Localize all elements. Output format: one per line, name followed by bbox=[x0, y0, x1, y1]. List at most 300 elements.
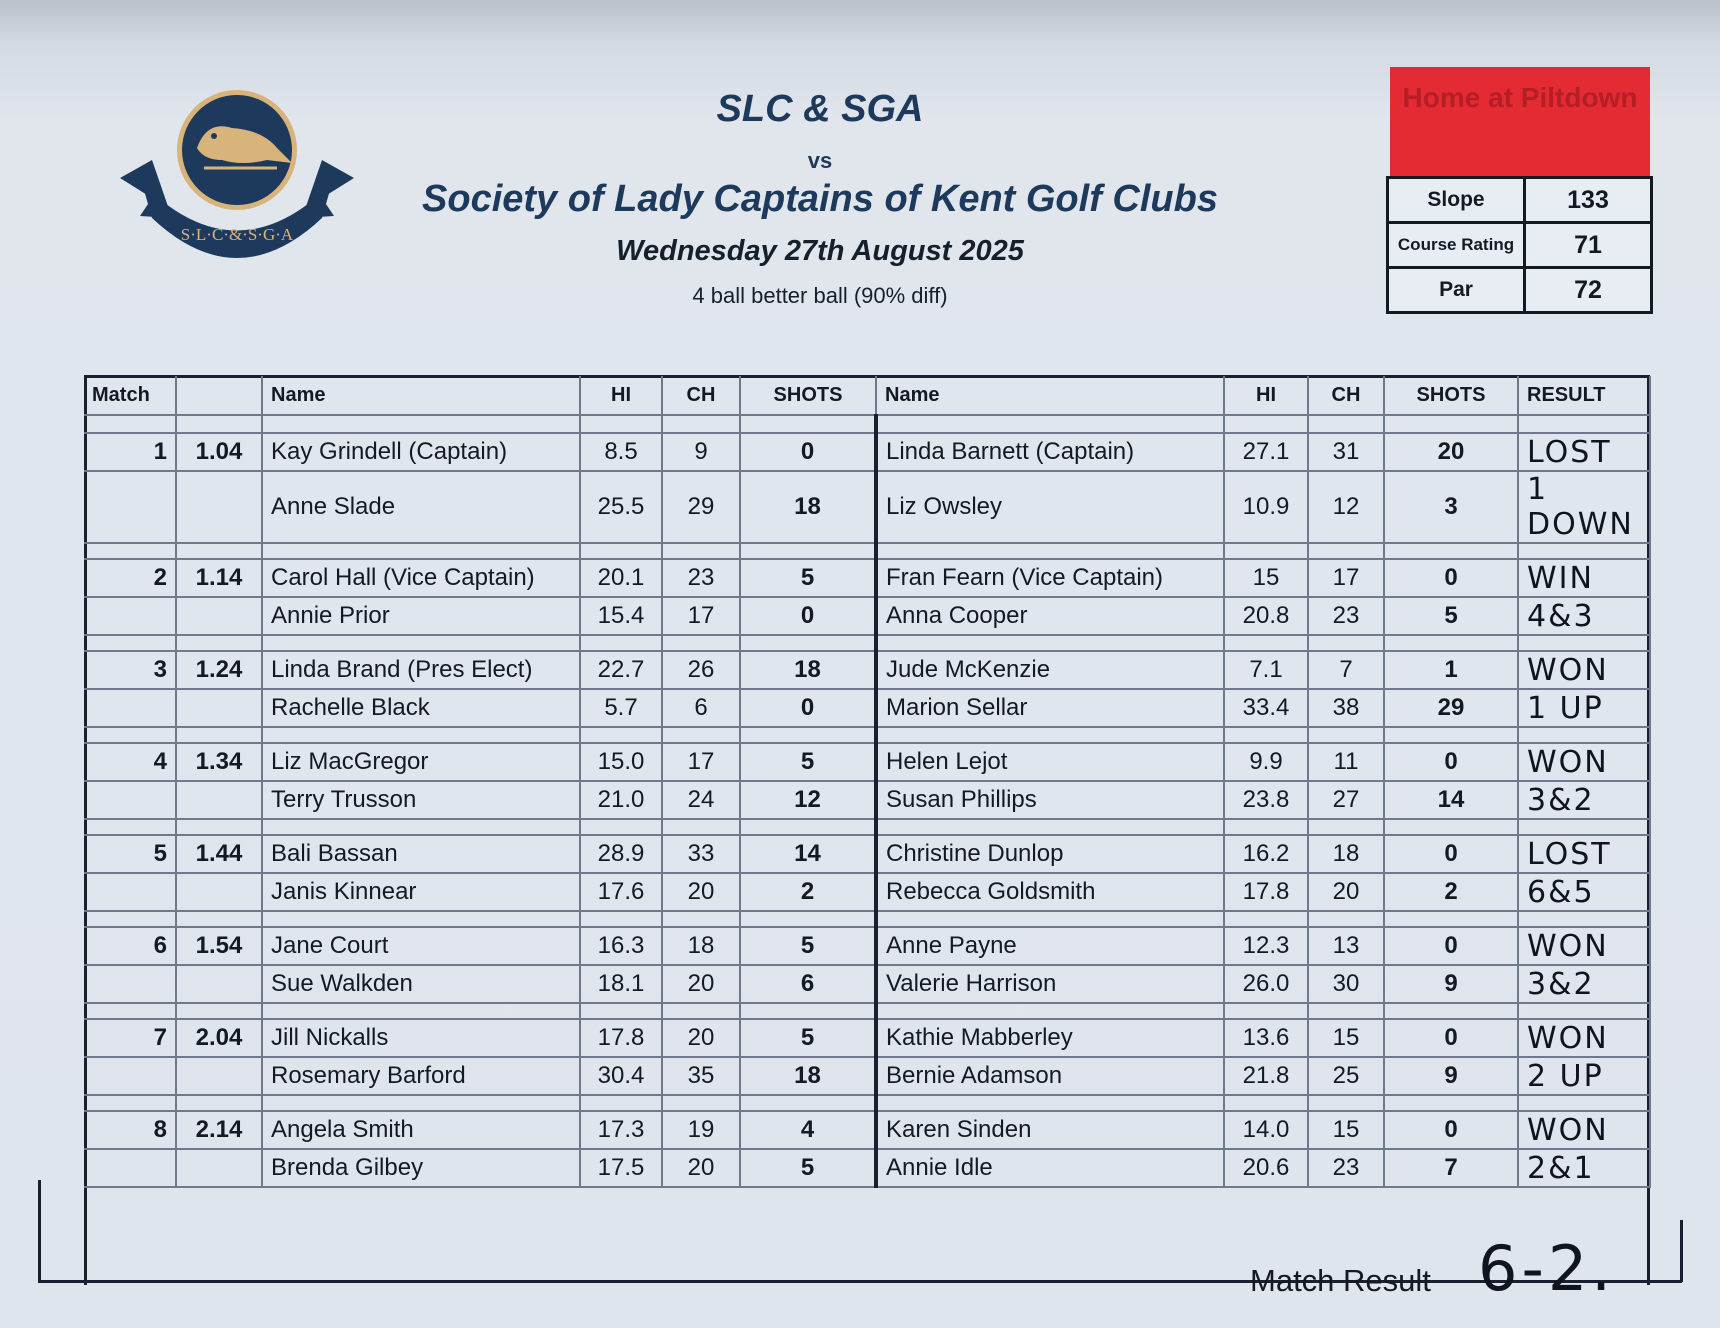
away-player-shots: 14 bbox=[1384, 781, 1518, 819]
gap-cell bbox=[580, 635, 662, 651]
par-label: Par bbox=[1388, 268, 1525, 313]
gap-cell bbox=[1308, 635, 1384, 651]
away-player-name: Karen Sinden bbox=[876, 1111, 1224, 1149]
home-player-hi: 8.5 bbox=[580, 433, 662, 471]
match-gap-row bbox=[84, 727, 1650, 743]
away-player-hi: 12.3 bbox=[1224, 927, 1308, 965]
gap-cell bbox=[176, 1095, 262, 1111]
away-player-ch: 20 bbox=[1308, 873, 1384, 911]
gap-cell bbox=[740, 1003, 876, 1019]
away-player-hi: 21.8 bbox=[1224, 1057, 1308, 1095]
match-gap-row bbox=[84, 635, 1650, 651]
tee-time: 1.24 bbox=[176, 651, 262, 689]
tee-time bbox=[176, 781, 262, 819]
gap-cell bbox=[84, 911, 176, 927]
gap-cell bbox=[1384, 543, 1518, 559]
away-player-hi: 14.0 bbox=[1224, 1111, 1308, 1149]
match-number bbox=[84, 597, 176, 635]
home-player-shots: 5 bbox=[740, 1149, 876, 1187]
home-player-name: Carol Hall (Vice Captain) bbox=[262, 559, 580, 597]
match-number bbox=[84, 471, 176, 543]
gap-cell bbox=[662, 1095, 740, 1111]
match-number: 6 bbox=[84, 927, 176, 965]
home-player-ch: 20 bbox=[662, 965, 740, 1003]
table-row bbox=[84, 927, 1650, 965]
gap-cell bbox=[740, 1095, 876, 1111]
gap-cell bbox=[1224, 635, 1308, 651]
match-result-handwritten: WON bbox=[1518, 651, 1650, 689]
home-player-hi: 21.0 bbox=[580, 781, 662, 819]
match-number: 4 bbox=[84, 743, 176, 781]
gap-cell bbox=[1224, 819, 1308, 835]
home-player-shots: 12 bbox=[740, 781, 876, 819]
gap-cell bbox=[1308, 1003, 1384, 1019]
away-player-name: Liz Owsley bbox=[876, 471, 1224, 543]
gap-cell bbox=[84, 1095, 176, 1111]
home-player-hi: 20.1 bbox=[580, 559, 662, 597]
gap-cell bbox=[580, 727, 662, 743]
gap-cell bbox=[876, 727, 1224, 743]
away-player-shots: 1 bbox=[1384, 651, 1518, 689]
away-player-ch: 12 bbox=[1308, 471, 1384, 543]
match-gap-row bbox=[84, 1003, 1650, 1019]
match-number bbox=[84, 1149, 176, 1187]
table-row bbox=[84, 471, 1650, 543]
frame-edge bbox=[1680, 1220, 1683, 1282]
match-number: 5 bbox=[84, 835, 176, 873]
home-player-hi: 22.7 bbox=[580, 651, 662, 689]
frame-edge bbox=[38, 1180, 41, 1280]
gap-cell bbox=[176, 911, 262, 927]
match-result-handwritten: 2&1 bbox=[1518, 1149, 1650, 1187]
gap-cell bbox=[262, 727, 580, 743]
home-player-ch: 17 bbox=[662, 597, 740, 635]
home-player-name: Rosemary Barford bbox=[262, 1057, 580, 1095]
away-player-name: Anne Payne bbox=[876, 927, 1224, 965]
away-player-ch: 25 bbox=[1308, 1057, 1384, 1095]
home-player-shots: 5 bbox=[740, 743, 876, 781]
away-player-hi: 20.8 bbox=[1224, 597, 1308, 635]
gap-cell bbox=[1518, 635, 1650, 651]
home-player-hi: 5.7 bbox=[580, 689, 662, 727]
gap-cell bbox=[662, 911, 740, 927]
away-player-shots: 0 bbox=[1384, 743, 1518, 781]
col-home-name: Name bbox=[262, 376, 580, 415]
away-player-ch: 17 bbox=[1308, 559, 1384, 597]
versus-label: vs bbox=[807, 148, 833, 173]
col-time bbox=[176, 376, 262, 415]
home-player-ch: 33 bbox=[662, 835, 740, 873]
tee-time: 1.54 bbox=[176, 927, 262, 965]
home-player-hi: 17.5 bbox=[580, 1149, 662, 1187]
tee-time bbox=[176, 1057, 262, 1095]
match-format: 4 ball better ball (90% diff) bbox=[692, 283, 948, 308]
col-match: Match bbox=[84, 376, 176, 415]
gap-cell bbox=[1384, 911, 1518, 927]
away-player-shots: 0 bbox=[1384, 1111, 1518, 1149]
gap-cell bbox=[1224, 1003, 1308, 1019]
away-player-ch: 15 bbox=[1308, 1019, 1384, 1057]
away-player-name: Susan Phillips bbox=[876, 781, 1224, 819]
match-result-handwritten: 3&2 bbox=[1518, 965, 1650, 1003]
gap-cell bbox=[1518, 543, 1650, 559]
gap-cell bbox=[740, 543, 876, 559]
gap-cell bbox=[1308, 543, 1384, 559]
home-player-name: Annie Prior bbox=[262, 597, 580, 635]
match-result-handwritten: LOST bbox=[1518, 433, 1650, 471]
home-player-ch: 20 bbox=[662, 1149, 740, 1187]
away-player-shots: 9 bbox=[1384, 1057, 1518, 1095]
table-row bbox=[84, 743, 1650, 781]
home-player-shots: 2 bbox=[740, 873, 876, 911]
home-player-name: Liz MacGregor bbox=[262, 743, 580, 781]
col-away-ch: CH bbox=[1308, 376, 1384, 415]
away-player-name: Rebecca Goldsmith bbox=[876, 873, 1224, 911]
home-team-title: SLC & SGA bbox=[716, 88, 924, 130]
tee-time: 1.04 bbox=[176, 433, 262, 471]
tee-time: 2.14 bbox=[176, 1111, 262, 1149]
match-number bbox=[84, 781, 176, 819]
home-player-ch: 29 bbox=[662, 471, 740, 543]
home-player-name: Rachelle Black bbox=[262, 689, 580, 727]
gap-cell bbox=[876, 1003, 1224, 1019]
home-player-ch: 26 bbox=[662, 651, 740, 689]
gap-cell bbox=[876, 543, 1224, 559]
tee-time bbox=[176, 597, 262, 635]
gap-cell bbox=[84, 819, 176, 835]
gap-cell bbox=[176, 635, 262, 651]
tee-time: 2.04 bbox=[176, 1019, 262, 1057]
away-player-shots: 0 bbox=[1384, 1019, 1518, 1057]
table-row bbox=[84, 1111, 1650, 1149]
away-player-hi: 26.0 bbox=[1224, 965, 1308, 1003]
gap-cell bbox=[580, 911, 662, 927]
gap-cell bbox=[176, 819, 262, 835]
opponent-title: Society of Lady Captains of Kent Golf Clubs bbox=[422, 178, 1218, 220]
away-player-shots: 9 bbox=[1384, 965, 1518, 1003]
spacer-row bbox=[84, 415, 1650, 433]
away-player-ch: 31 bbox=[1308, 433, 1384, 471]
col-result: RESULT bbox=[1518, 376, 1650, 415]
gap-cell bbox=[1518, 727, 1650, 743]
match-result-handwritten: 2 UP bbox=[1518, 1057, 1650, 1095]
away-player-shots: 0 bbox=[1384, 927, 1518, 965]
away-player-hi: 20.6 bbox=[1224, 1149, 1308, 1187]
course-info-table bbox=[1386, 176, 1653, 314]
match-number bbox=[84, 689, 176, 727]
home-player-ch: 6 bbox=[662, 689, 740, 727]
match-result-handwritten: LOST bbox=[1518, 835, 1650, 873]
table-row bbox=[84, 689, 1650, 727]
home-player-name: Linda Brand (Pres Elect) bbox=[262, 651, 580, 689]
away-player-ch: 23 bbox=[1308, 1149, 1384, 1187]
match-result-value: 6-2. bbox=[1478, 1232, 1615, 1305]
course-rating-label: Course Rating bbox=[1388, 223, 1525, 268]
match-result-handwritten: WON bbox=[1518, 1111, 1650, 1149]
table-row bbox=[84, 835, 1650, 873]
slope-label: Slope bbox=[1388, 178, 1525, 223]
away-player-name: Jude McKenzie bbox=[876, 651, 1224, 689]
frame-edge bbox=[38, 1280, 1682, 1283]
match-result-handwritten: 1 UP bbox=[1518, 689, 1650, 727]
gap-cell bbox=[1384, 635, 1518, 651]
gap-cell bbox=[1518, 1095, 1650, 1111]
match-number bbox=[84, 965, 176, 1003]
slope-value: 133 bbox=[1525, 178, 1652, 223]
gap-cell bbox=[580, 1003, 662, 1019]
away-player-ch: 27 bbox=[1308, 781, 1384, 819]
gap-cell bbox=[1224, 727, 1308, 743]
home-player-hi: 17.8 bbox=[580, 1019, 662, 1057]
away-player-name: Bernie Adamson bbox=[876, 1057, 1224, 1095]
table-row bbox=[84, 559, 1650, 597]
gap-cell bbox=[740, 635, 876, 651]
gap-cell bbox=[1518, 1003, 1650, 1019]
away-player-name: Annie Idle bbox=[876, 1149, 1224, 1187]
gap-cell bbox=[580, 543, 662, 559]
tee-time: 1.34 bbox=[176, 743, 262, 781]
home-player-hi: 16.3 bbox=[580, 927, 662, 965]
away-player-name: Linda Barnett (Captain) bbox=[876, 433, 1224, 471]
gap-cell bbox=[876, 1095, 1224, 1111]
away-player-hi: 23.8 bbox=[1224, 781, 1308, 819]
home-player-shots: 5 bbox=[740, 927, 876, 965]
col-away-shots: SHOTS bbox=[1384, 376, 1518, 415]
gap-cell bbox=[176, 1003, 262, 1019]
match-gap-row bbox=[84, 911, 1650, 927]
gap-cell bbox=[1518, 819, 1650, 835]
home-player-name: Anne Slade bbox=[262, 471, 580, 543]
away-player-name: Christine Dunlop bbox=[876, 835, 1224, 873]
col-home-ch: CH bbox=[662, 376, 740, 415]
home-player-name: Jane Court bbox=[262, 927, 580, 965]
home-player-hi: 28.9 bbox=[580, 835, 662, 873]
col-home-hi: HI bbox=[580, 376, 662, 415]
home-player-name: Bali Bassan bbox=[262, 835, 580, 873]
home-player-hi: 17.3 bbox=[580, 1111, 662, 1149]
away-player-name: Marion Sellar bbox=[876, 689, 1224, 727]
away-player-shots: 3 bbox=[1384, 471, 1518, 543]
away-player-hi: 16.2 bbox=[1224, 835, 1308, 873]
gap-cell bbox=[1518, 911, 1650, 927]
match-gap-row bbox=[84, 1095, 1650, 1111]
gap-cell bbox=[662, 727, 740, 743]
match-number bbox=[84, 873, 176, 911]
away-player-shots: 7 bbox=[1384, 1149, 1518, 1187]
home-player-ch: 9 bbox=[662, 433, 740, 471]
gap-cell bbox=[262, 911, 580, 927]
pairings-table bbox=[84, 376, 1651, 1188]
tee-time bbox=[176, 689, 262, 727]
match-result-handwritten: 3&2 bbox=[1518, 781, 1650, 819]
away-player-ch: 7 bbox=[1308, 651, 1384, 689]
gap-cell bbox=[1224, 911, 1308, 927]
away-player-ch: 38 bbox=[1308, 689, 1384, 727]
home-player-shots: 18 bbox=[740, 1057, 876, 1095]
home-player-shots: 0 bbox=[740, 689, 876, 727]
away-player-hi: 10.9 bbox=[1224, 471, 1308, 543]
gap-cell bbox=[1308, 727, 1384, 743]
match-gap-row bbox=[84, 819, 1650, 835]
match-result-label: Match Result bbox=[1250, 1263, 1431, 1298]
table-row bbox=[84, 1019, 1650, 1057]
col-away-hi: HI bbox=[1224, 376, 1308, 415]
gap-cell bbox=[580, 1095, 662, 1111]
away-player-name: Kathie Mabberley bbox=[876, 1019, 1224, 1057]
gap-cell bbox=[662, 543, 740, 559]
away-player-ch: 30 bbox=[1308, 965, 1384, 1003]
col-away-name: Name bbox=[876, 376, 1224, 415]
match-result-handwritten: WON bbox=[1518, 743, 1650, 781]
home-player-shots: 0 bbox=[740, 433, 876, 471]
home-player-name: Janis Kinnear bbox=[262, 873, 580, 911]
gap-cell bbox=[1384, 1003, 1518, 1019]
home-player-ch: 35 bbox=[662, 1057, 740, 1095]
course-rating-value: 71 bbox=[1525, 223, 1652, 268]
away-player-ch: 15 bbox=[1308, 1111, 1384, 1149]
par-value: 72 bbox=[1525, 268, 1652, 313]
home-player-name: Jill Nickalls bbox=[262, 1019, 580, 1057]
away-player-shots: 2 bbox=[1384, 873, 1518, 911]
gap-cell bbox=[262, 635, 580, 651]
match-number: 2 bbox=[84, 559, 176, 597]
away-player-shots: 20 bbox=[1384, 433, 1518, 471]
gap-cell bbox=[1224, 543, 1308, 559]
home-player-ch: 19 bbox=[662, 1111, 740, 1149]
home-player-shots: 18 bbox=[740, 651, 876, 689]
away-player-hi: 27.1 bbox=[1224, 433, 1308, 471]
home-player-shots: 0 bbox=[740, 597, 876, 635]
match-number bbox=[84, 1057, 176, 1095]
home-player-hi: 17.6 bbox=[580, 873, 662, 911]
gap-cell bbox=[176, 727, 262, 743]
gap-cell bbox=[580, 819, 662, 835]
home-player-hi: 30.4 bbox=[580, 1057, 662, 1095]
home-player-ch: 20 bbox=[662, 873, 740, 911]
tee-time bbox=[176, 873, 262, 911]
gap-cell bbox=[876, 635, 1224, 651]
gap-cell bbox=[662, 635, 740, 651]
home-player-name: Sue Walkden bbox=[262, 965, 580, 1003]
table-row bbox=[84, 1149, 1650, 1187]
gap-cell bbox=[876, 819, 1224, 835]
home-player-hi: 15.4 bbox=[580, 597, 662, 635]
gap-cell bbox=[84, 727, 176, 743]
away-player-shots: 0 bbox=[1384, 835, 1518, 873]
gap-cell bbox=[740, 819, 876, 835]
gap-cell bbox=[740, 911, 876, 927]
away-player-hi: 7.1 bbox=[1224, 651, 1308, 689]
away-player-hi: 33.4 bbox=[1224, 689, 1308, 727]
gap-cell bbox=[262, 543, 580, 559]
home-player-ch: 17 bbox=[662, 743, 740, 781]
away-player-name: Fran Fearn (Vice Captain) bbox=[876, 559, 1224, 597]
match-result-handwritten: 6&5 bbox=[1518, 873, 1650, 911]
table-row bbox=[84, 597, 1650, 635]
table-row bbox=[84, 781, 1650, 819]
home-player-name: Brenda Gilbey bbox=[262, 1149, 580, 1187]
gap-cell bbox=[262, 1095, 580, 1111]
gap-cell bbox=[1308, 1095, 1384, 1111]
home-player-shots: 18 bbox=[740, 471, 876, 543]
away-player-hi: 13.6 bbox=[1224, 1019, 1308, 1057]
table-row bbox=[84, 1057, 1650, 1095]
match-rows bbox=[84, 433, 1650, 1187]
gap-cell bbox=[84, 543, 176, 559]
away-player-hi: 9.9 bbox=[1224, 743, 1308, 781]
gap-cell bbox=[1224, 1095, 1308, 1111]
tee-time bbox=[176, 471, 262, 543]
gap-cell bbox=[876, 911, 1224, 927]
gap-cell bbox=[262, 1003, 580, 1019]
match-result-handwritten: WIN bbox=[1518, 559, 1650, 597]
table-row bbox=[84, 873, 1650, 911]
tee-time: 1.14 bbox=[176, 559, 262, 597]
crest-lettering: S·L·C·&·S·G·A bbox=[180, 225, 294, 244]
col-home-shots: SHOTS bbox=[740, 376, 876, 415]
away-player-shots: 29 bbox=[1384, 689, 1518, 727]
table-row bbox=[84, 433, 1650, 471]
home-player-shots: 14 bbox=[740, 835, 876, 873]
venue-banner: Home at Piltdown bbox=[1390, 67, 1650, 177]
gap-cell bbox=[176, 543, 262, 559]
gap-cell bbox=[1384, 1095, 1518, 1111]
table-header-row bbox=[84, 376, 1650, 415]
away-player-hi: 17.8 bbox=[1224, 873, 1308, 911]
match-result-handwritten: 4&3 bbox=[1518, 597, 1650, 635]
gap-cell bbox=[1308, 911, 1384, 927]
home-player-name: Kay Grindell (Captain) bbox=[262, 433, 580, 471]
away-player-hi: 15 bbox=[1224, 559, 1308, 597]
home-player-shots: 5 bbox=[740, 559, 876, 597]
match-result-handwritten: WON bbox=[1518, 1019, 1650, 1057]
home-player-hi: 25.5 bbox=[580, 471, 662, 543]
gap-cell bbox=[1384, 727, 1518, 743]
home-player-ch: 20 bbox=[662, 1019, 740, 1057]
gap-cell bbox=[84, 1003, 176, 1019]
home-player-hi: 18.1 bbox=[580, 965, 662, 1003]
gap-cell bbox=[662, 819, 740, 835]
match-result-handwritten: 1 DOWN bbox=[1518, 471, 1650, 543]
home-player-shots: 6 bbox=[740, 965, 876, 1003]
away-player-shots: 5 bbox=[1384, 597, 1518, 635]
gap-cell bbox=[262, 819, 580, 835]
match-number: 8 bbox=[84, 1111, 176, 1149]
away-player-ch: 13 bbox=[1308, 927, 1384, 965]
match-number: 7 bbox=[84, 1019, 176, 1057]
match-result-handwritten: WON bbox=[1518, 927, 1650, 965]
home-player-ch: 23 bbox=[662, 559, 740, 597]
gap-cell bbox=[1308, 819, 1384, 835]
away-player-name: Anna Cooper bbox=[876, 597, 1224, 635]
home-player-shots: 4 bbox=[740, 1111, 876, 1149]
tee-time: 1.44 bbox=[176, 835, 262, 873]
home-player-name: Angela Smith bbox=[262, 1111, 580, 1149]
match-gap-row bbox=[84, 543, 1650, 559]
home-player-ch: 18 bbox=[662, 927, 740, 965]
match-date: Wednesday 27th August 2025 bbox=[616, 235, 1024, 267]
home-player-name: Terry Trusson bbox=[262, 781, 580, 819]
match-number: 3 bbox=[84, 651, 176, 689]
match-number: 1 bbox=[84, 433, 176, 471]
away-player-name: Helen Lejot bbox=[876, 743, 1224, 781]
gap-cell bbox=[662, 1003, 740, 1019]
gap-cell bbox=[740, 727, 876, 743]
tee-time bbox=[176, 965, 262, 1003]
away-player-name: Valerie Harrison bbox=[876, 965, 1224, 1003]
gap-cell bbox=[1384, 819, 1518, 835]
table-row bbox=[84, 651, 1650, 689]
